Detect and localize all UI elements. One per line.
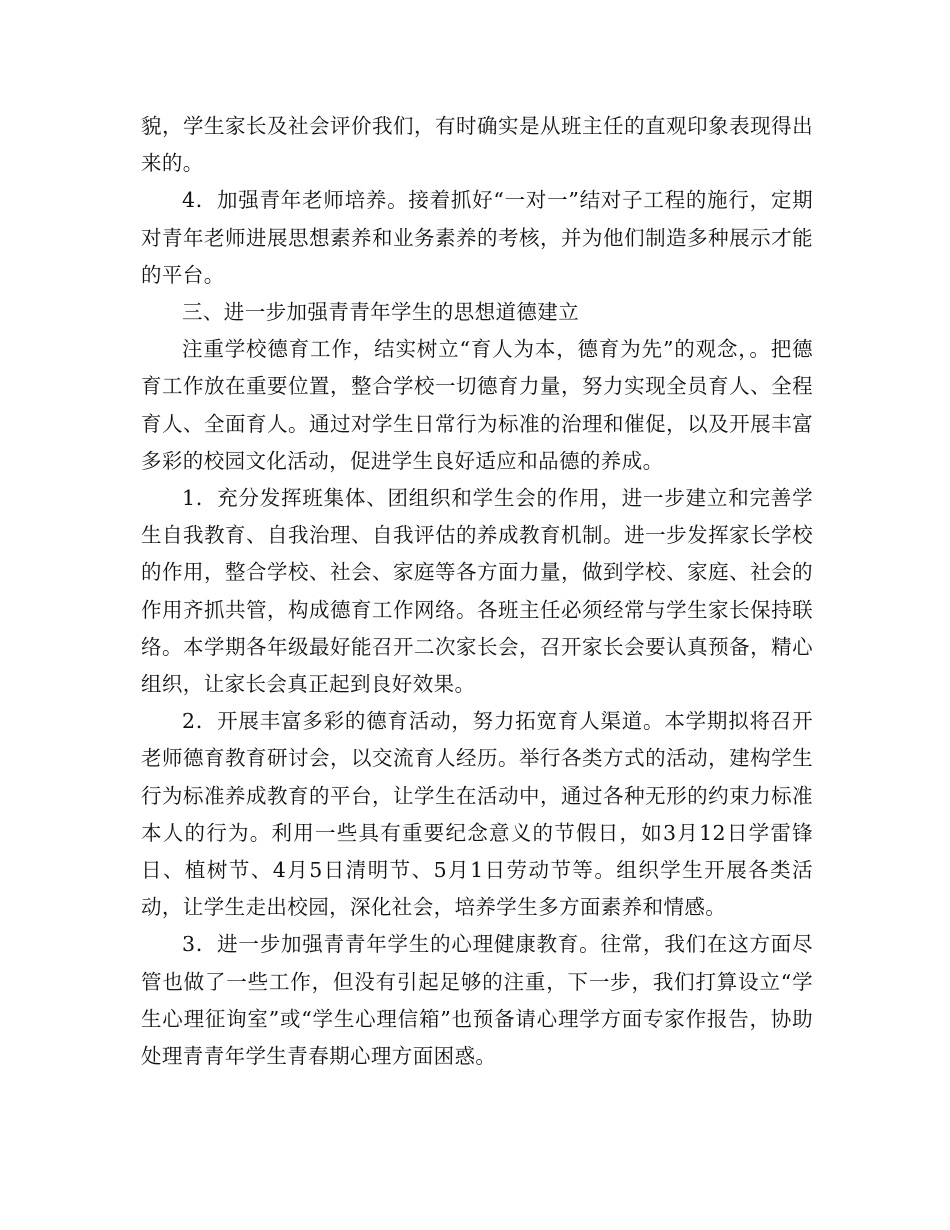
section-heading-3: 三、进一步加强青青年学生的思想道德建立 [182,300,580,325]
paragraph-item-4: 4．加强青年老师培养。接着抓好“一对一”结对子工程的施行，定期对青年老师进展思想素养和业务素养的考核，并为他们制造多种展示才能的平台。 [141,188,813,287]
paragraph-item-2: 2．开展丰富多彩的德育活动，努力拓宽育人渠道。本学期拟将召开老师德育教育研讨会，以交流育人经历。举行各类方式的活动，建构学生行为标准养成教育的平台，让学生在活动中，通过各种无形的约束力标准本人的行为。利用一些具有重要纪念意义的节假日，如3月12日学雷锋日、植树节、4月5日清明节、5月1日劳动节等。组织学生开展各类活动，让学生走出校园，深化社会，培养学生多方面素养和情感。 [141,709,813,920]
paragraph-moral-education: 注重学校德育工作，结实树立“育人为本，德育为先”的观念，。把德育工作放在重要位置，整合学校一切德育力量，努力实现全员育人、全程育人、全面育人。通过对学生日常行为标准的治理和催促，以及开展丰富多彩的校园文化活动，促进学生良好适应和品德的养成。 [141,337,813,473]
document-body [141,108,813,1075]
paragraph-item-3: 3．进一步加强青青年学生的心理健康教育。往常，我们在这方面尽管也做了一些工作，但没有引起足够的注重，下一步，我们打算设立“学生心理征询室”或“学生心理信箱”也预备请心理学方面专家作报告，协助处理青青年学生青春期心理方面困惑。 [141,932,813,1069]
paragraph-item-1: 1．充分发挥班集体、团组织和学生会的作用，进一步建立和完善学生自我教育、自我治理、自我评估的养成教育机制。进一步发挥家长学校的作用，整合学校、社会、家庭等各方面力量，做到学校、家庭、社会的作用齐抓共管，构成德育工作网络。各班主任必须经常与学生家长保持联络。本学期各年级最好能召开二次家长会，召开家长会要认真预备，精心组织，让家长会真正起到良好效果。 [141,486,813,697]
paragraph-continuation: 貌，学生家长及社会评价我们，有时确实是从班主任的直观印象表现得出来的。 [141,114,813,176]
